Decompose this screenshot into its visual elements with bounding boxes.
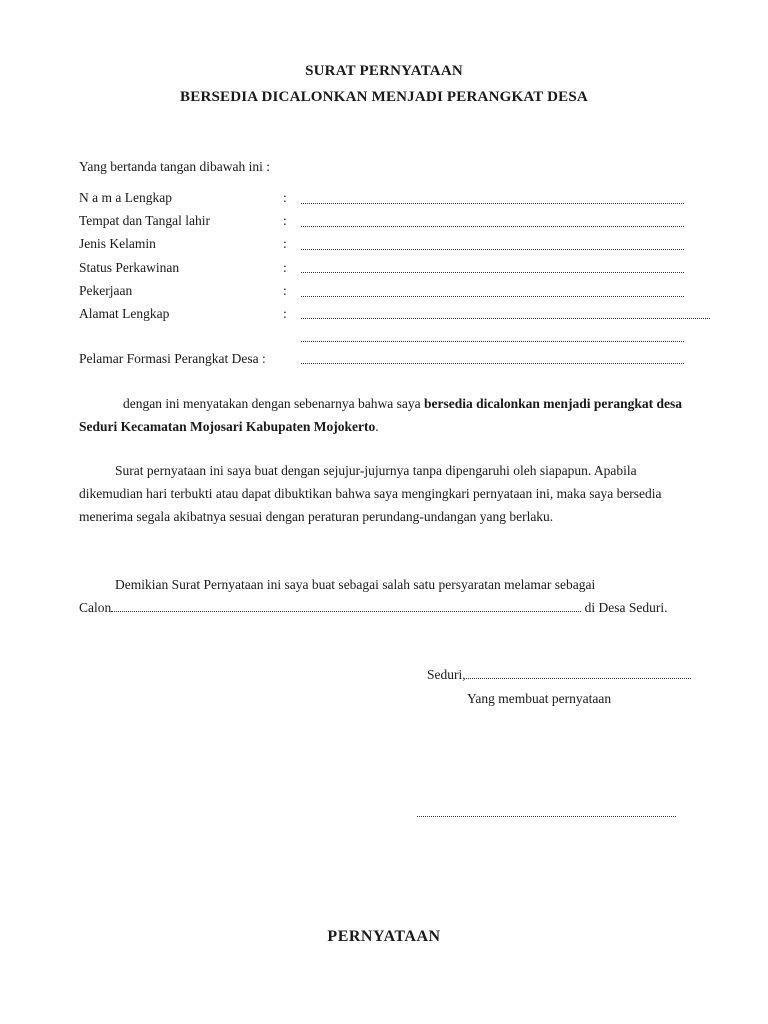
statement-bold: bersedia dicalonkan menjadi perangkat desa Seduri Kecamatan Mojosari Kabupaten Mojokerto [79,396,683,434]
field-label-ttl: Tempat dan Tangal lahir [79,213,210,228]
field-label-alamat: Alamat Lengkap [79,306,170,321]
field-line-pekerjaan[interactable] [301,296,684,297]
field-colon: : [283,213,287,228]
field-line-formasi[interactable] [301,363,684,364]
field-colon: : [283,190,287,205]
bottom-title: PERNYATAAN [327,928,441,945]
calon-label: Calon [79,599,112,615]
field-line-nama[interactable] [301,203,684,204]
field-label-status: Status Perkawinan [79,260,180,275]
paragraph-closing [79,574,689,620]
signer-label: Yang membuat pernyataan [467,691,612,706]
field-line-alamat[interactable] [301,318,710,319]
place-label: Seduri, [427,667,466,682]
paragraph-closing-text: Demikian Surat Pernyataan ini saya buat sebagai salah satu persyaratan melamar sebagai [115,577,596,592]
field-line-jenis-kelamin[interactable] [301,249,684,250]
field-colon: : [283,260,287,275]
statement-suffix: . [375,418,379,434]
field-colon: : [283,236,287,251]
field-label-formasi: Pelamar Formasi Perangkat Desa : [79,351,266,366]
letter-title: SURAT PERNYATAAN [305,63,463,79]
field-line-alamat-2[interactable] [301,341,684,342]
intro-text: Yang bertanda tangan dibawah ini : [79,159,270,174]
statement-paragraph [79,393,689,439]
letter-subtitle: BERSEDIA DICALONKAN MENJADI PERANGKAT DESA [180,89,588,105]
field-label-pekerjaan: Pekerjaan [79,283,133,298]
date-line[interactable] [466,678,691,679]
field-label-jenis-kelamin: Jenis Kelamin [79,236,156,251]
calon-line[interactable] [111,611,581,612]
field-colon: : [283,283,287,298]
paragraph-honesty [79,460,689,528]
statement-prefix: dengan ini menyatakan dengan sebenarnya bahwa saya [123,396,425,411]
field-line-status[interactable] [301,272,684,273]
field-colon: : [283,306,287,321]
paragraph-honesty-text: Surat pernyataan ini saya buat dengan sejujur-jujurnya tanpa dipengaruhi oleh siapapun. Apabila dikemudian hari terbukti atau dapat dibuktikan bahwa saya mengingkari pernyataan ini, maka saya bersedia menerima segala akibatnya sesuai dengan peraturan perundang-undangan yang berlaku. [79,463,662,524]
field-line-ttl[interactable] [301,226,684,227]
signature-place [427,667,691,683]
field-label-nama: N a m a Lengkap [79,190,172,205]
signature-line[interactable] [417,816,676,817]
paragraph-closing-suffix: di Desa Seduri. [581,599,668,615]
